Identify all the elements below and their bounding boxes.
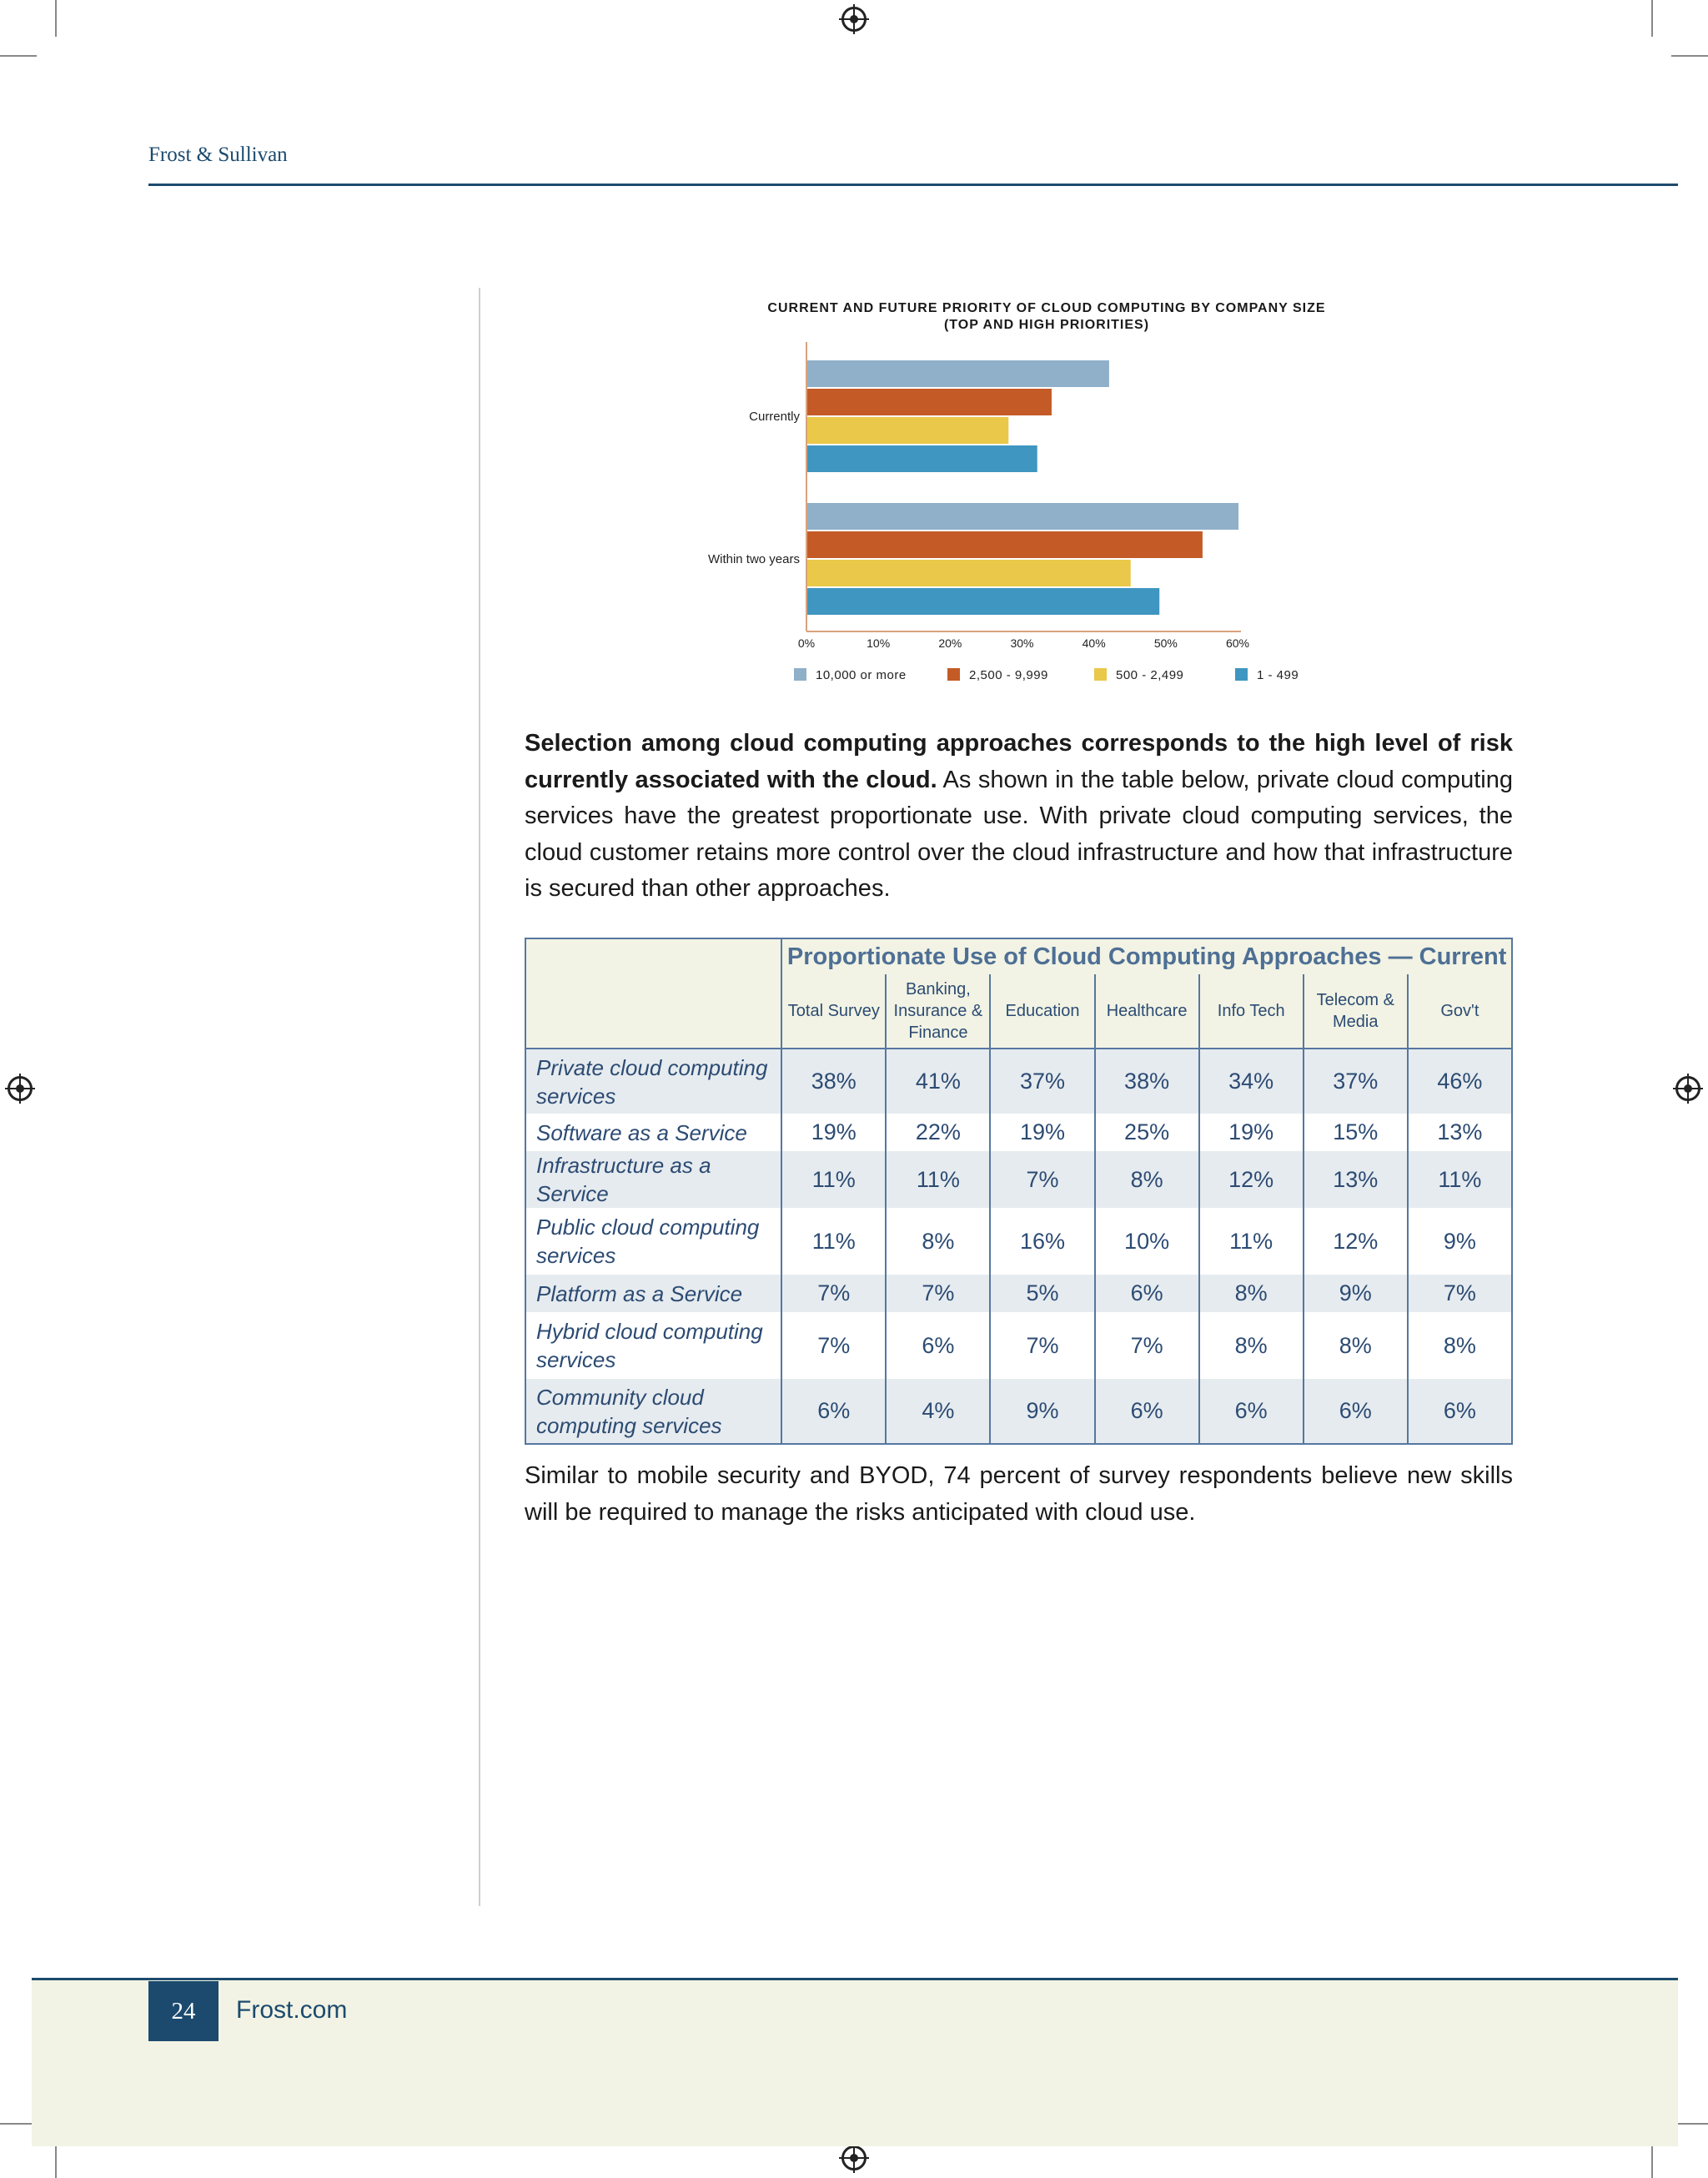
column-header: Info Tech xyxy=(1199,974,1304,1049)
legend-label: 2,500 - 9,999 xyxy=(969,668,1048,682)
table-cell: 37% xyxy=(990,1049,1094,1114)
table-cell: 6% xyxy=(1199,1379,1304,1444)
table-cell: 9% xyxy=(1408,1208,1512,1275)
table-cell: 7% xyxy=(781,1312,886,1379)
x-tick-label: 20% xyxy=(938,636,962,650)
table-cell: 19% xyxy=(781,1114,886,1151)
table-corner xyxy=(525,938,781,1049)
table-title: Proportionate Use of Cloud Computing Approaches — Current xyxy=(781,938,1512,974)
table-cell: 13% xyxy=(1408,1114,1512,1151)
table-cell: 9% xyxy=(990,1379,1094,1444)
table-cell: 12% xyxy=(1304,1208,1408,1275)
table-cell: 38% xyxy=(1095,1049,1199,1114)
table-cell: 8% xyxy=(1095,1151,1199,1208)
x-tick-label: 30% xyxy=(1010,636,1034,650)
legend-swatch xyxy=(1235,668,1248,681)
column-header: Telecom & Media xyxy=(1304,974,1408,1049)
table-row xyxy=(525,1312,1512,1379)
table-cell: 8% xyxy=(886,1208,990,1275)
table-cell: 7% xyxy=(990,1312,1094,1379)
column-header: Education xyxy=(990,974,1094,1049)
x-tick-label: 60% xyxy=(1225,636,1250,650)
bar xyxy=(807,417,1008,444)
table-cell: 19% xyxy=(1199,1114,1304,1151)
registration-mark-icon xyxy=(841,2145,867,2170)
registration-mark-icon xyxy=(1675,1076,1700,1101)
table-cell: 6% xyxy=(781,1379,886,1444)
page-number: 24 xyxy=(148,1981,219,2041)
table-row xyxy=(525,1114,1512,1151)
approaches-table xyxy=(525,938,1513,1445)
x-tick-label: 50% xyxy=(1153,636,1178,650)
table-cell: 38% xyxy=(781,1049,886,1114)
table-cell: 41% xyxy=(886,1049,990,1114)
bar xyxy=(807,445,1037,472)
legend-swatch xyxy=(794,668,806,681)
row-label: Platform as a Service xyxy=(525,1275,781,1312)
table-row xyxy=(525,1151,1512,1208)
table-cell: 8% xyxy=(1199,1312,1304,1379)
table-cell: 11% xyxy=(1408,1151,1512,1208)
table-row xyxy=(525,1208,1512,1275)
table-cell: 37% xyxy=(1304,1049,1408,1114)
closing-paragraph: Similar to mobile security and BYOD, 74 percent of survey respondents believe new skills will be required to manage the risks anticipated with cloud use. xyxy=(525,1462,1513,1526)
table-cell: 9% xyxy=(1304,1275,1408,1312)
table-cell: 7% xyxy=(990,1151,1094,1208)
bar xyxy=(807,360,1109,387)
crop-mark xyxy=(1651,2141,1653,2178)
bar-chart xyxy=(0,0,1708,751)
x-tick-label: 40% xyxy=(1082,636,1106,650)
body-paragraph xyxy=(525,726,1513,908)
table-cell: 19% xyxy=(990,1114,1094,1151)
legend-swatch xyxy=(947,668,960,681)
row-label: Infrastructure as a Service xyxy=(525,1151,781,1208)
bar xyxy=(807,588,1159,615)
row-label: Community cloud computing services xyxy=(525,1379,781,1444)
x-tick-label: 10% xyxy=(867,636,891,650)
table-cell: 7% xyxy=(781,1275,886,1312)
footer-site-link[interactable]: Frost.com xyxy=(236,1996,348,2024)
column-header: Banking, Insurance & Finance xyxy=(886,974,990,1049)
table-cell: 46% xyxy=(1408,1049,1512,1114)
table-row xyxy=(525,1379,1512,1444)
column-header: Gov't xyxy=(1408,974,1512,1049)
table-cell: 8% xyxy=(1199,1275,1304,1312)
row-label: Software as a Service xyxy=(525,1114,781,1151)
column-header: Healthcare xyxy=(1095,974,1199,1049)
chart-subtitle: (TOP AND HIGH PRIORITIES) xyxy=(943,318,1150,332)
legend-swatch xyxy=(1094,668,1107,681)
table-cell: 34% xyxy=(1199,1049,1304,1114)
crop-mark xyxy=(55,2141,57,2178)
table-cell: 15% xyxy=(1304,1114,1408,1151)
registration-mark-icon xyxy=(8,1076,33,1101)
table-cell: 6% xyxy=(1095,1275,1199,1312)
legend-label: 500 - 2,499 xyxy=(1116,668,1184,682)
table-cell: 12% xyxy=(1199,1151,1304,1208)
table-cell: 25% xyxy=(1095,1114,1199,1151)
bar xyxy=(807,560,1131,586)
table-cell: 22% xyxy=(886,1114,990,1151)
table-cell: 7% xyxy=(1095,1312,1199,1379)
chart-title-line: CURRENT AND FUTURE PRIORITY OF CLOUD COMPUTING BY COMPANY SIZE xyxy=(767,301,1326,315)
paragraph-text: As shown in the table below, private cloud computing services have the greatest proportionate use. With private cloud computing services, the cloud customer retains more control over the cloud infrastructure and how that infrastructure is secured than other approaches. xyxy=(525,766,1513,902)
table-cell: 11% xyxy=(781,1208,886,1275)
table-cell: 6% xyxy=(1304,1379,1408,1444)
table-cell: 7% xyxy=(886,1275,990,1312)
row-label: Hybrid cloud computing services xyxy=(525,1312,781,1379)
table-cell: 6% xyxy=(1408,1379,1512,1444)
legend-label: 1 - 499 xyxy=(1257,668,1299,682)
row-label: Private cloud computing services xyxy=(525,1049,781,1114)
table-cell: 8% xyxy=(1304,1312,1408,1379)
table-cell: 5% xyxy=(990,1275,1094,1312)
legend-label: 10,000 or more xyxy=(816,668,907,682)
running-header: Frost & Sullivan xyxy=(148,143,288,166)
category-label: Within two years xyxy=(707,552,800,566)
table-cell: 8% xyxy=(1408,1312,1512,1379)
column-header: Total Survey xyxy=(781,974,886,1049)
table-cell: 13% xyxy=(1304,1151,1408,1208)
row-label: Public cloud computing services xyxy=(525,1208,781,1275)
bar xyxy=(807,531,1203,558)
table-cell: 16% xyxy=(990,1208,1094,1275)
table-row xyxy=(525,1275,1512,1312)
bar xyxy=(807,503,1238,530)
table-cell: 6% xyxy=(886,1312,990,1379)
table-cell: 4% xyxy=(886,1379,990,1444)
table-cell: 10% xyxy=(1095,1208,1199,1275)
table-cell: 11% xyxy=(1199,1208,1304,1275)
table-cell: 11% xyxy=(886,1151,990,1208)
bar xyxy=(807,389,1052,415)
table-row xyxy=(525,1049,1512,1114)
x-tick-label: 0% xyxy=(797,636,816,650)
footer-rule xyxy=(32,1978,1678,1980)
table-cell: 11% xyxy=(781,1151,886,1208)
table-cell: 6% xyxy=(1095,1379,1199,1444)
lead-in-bold: Selection among cloud computing approaches corresponds to the high level of risk currently associated with the cloud. xyxy=(525,730,1513,793)
table-cell: 7% xyxy=(1408,1275,1512,1312)
category-label: Currently xyxy=(749,410,800,424)
